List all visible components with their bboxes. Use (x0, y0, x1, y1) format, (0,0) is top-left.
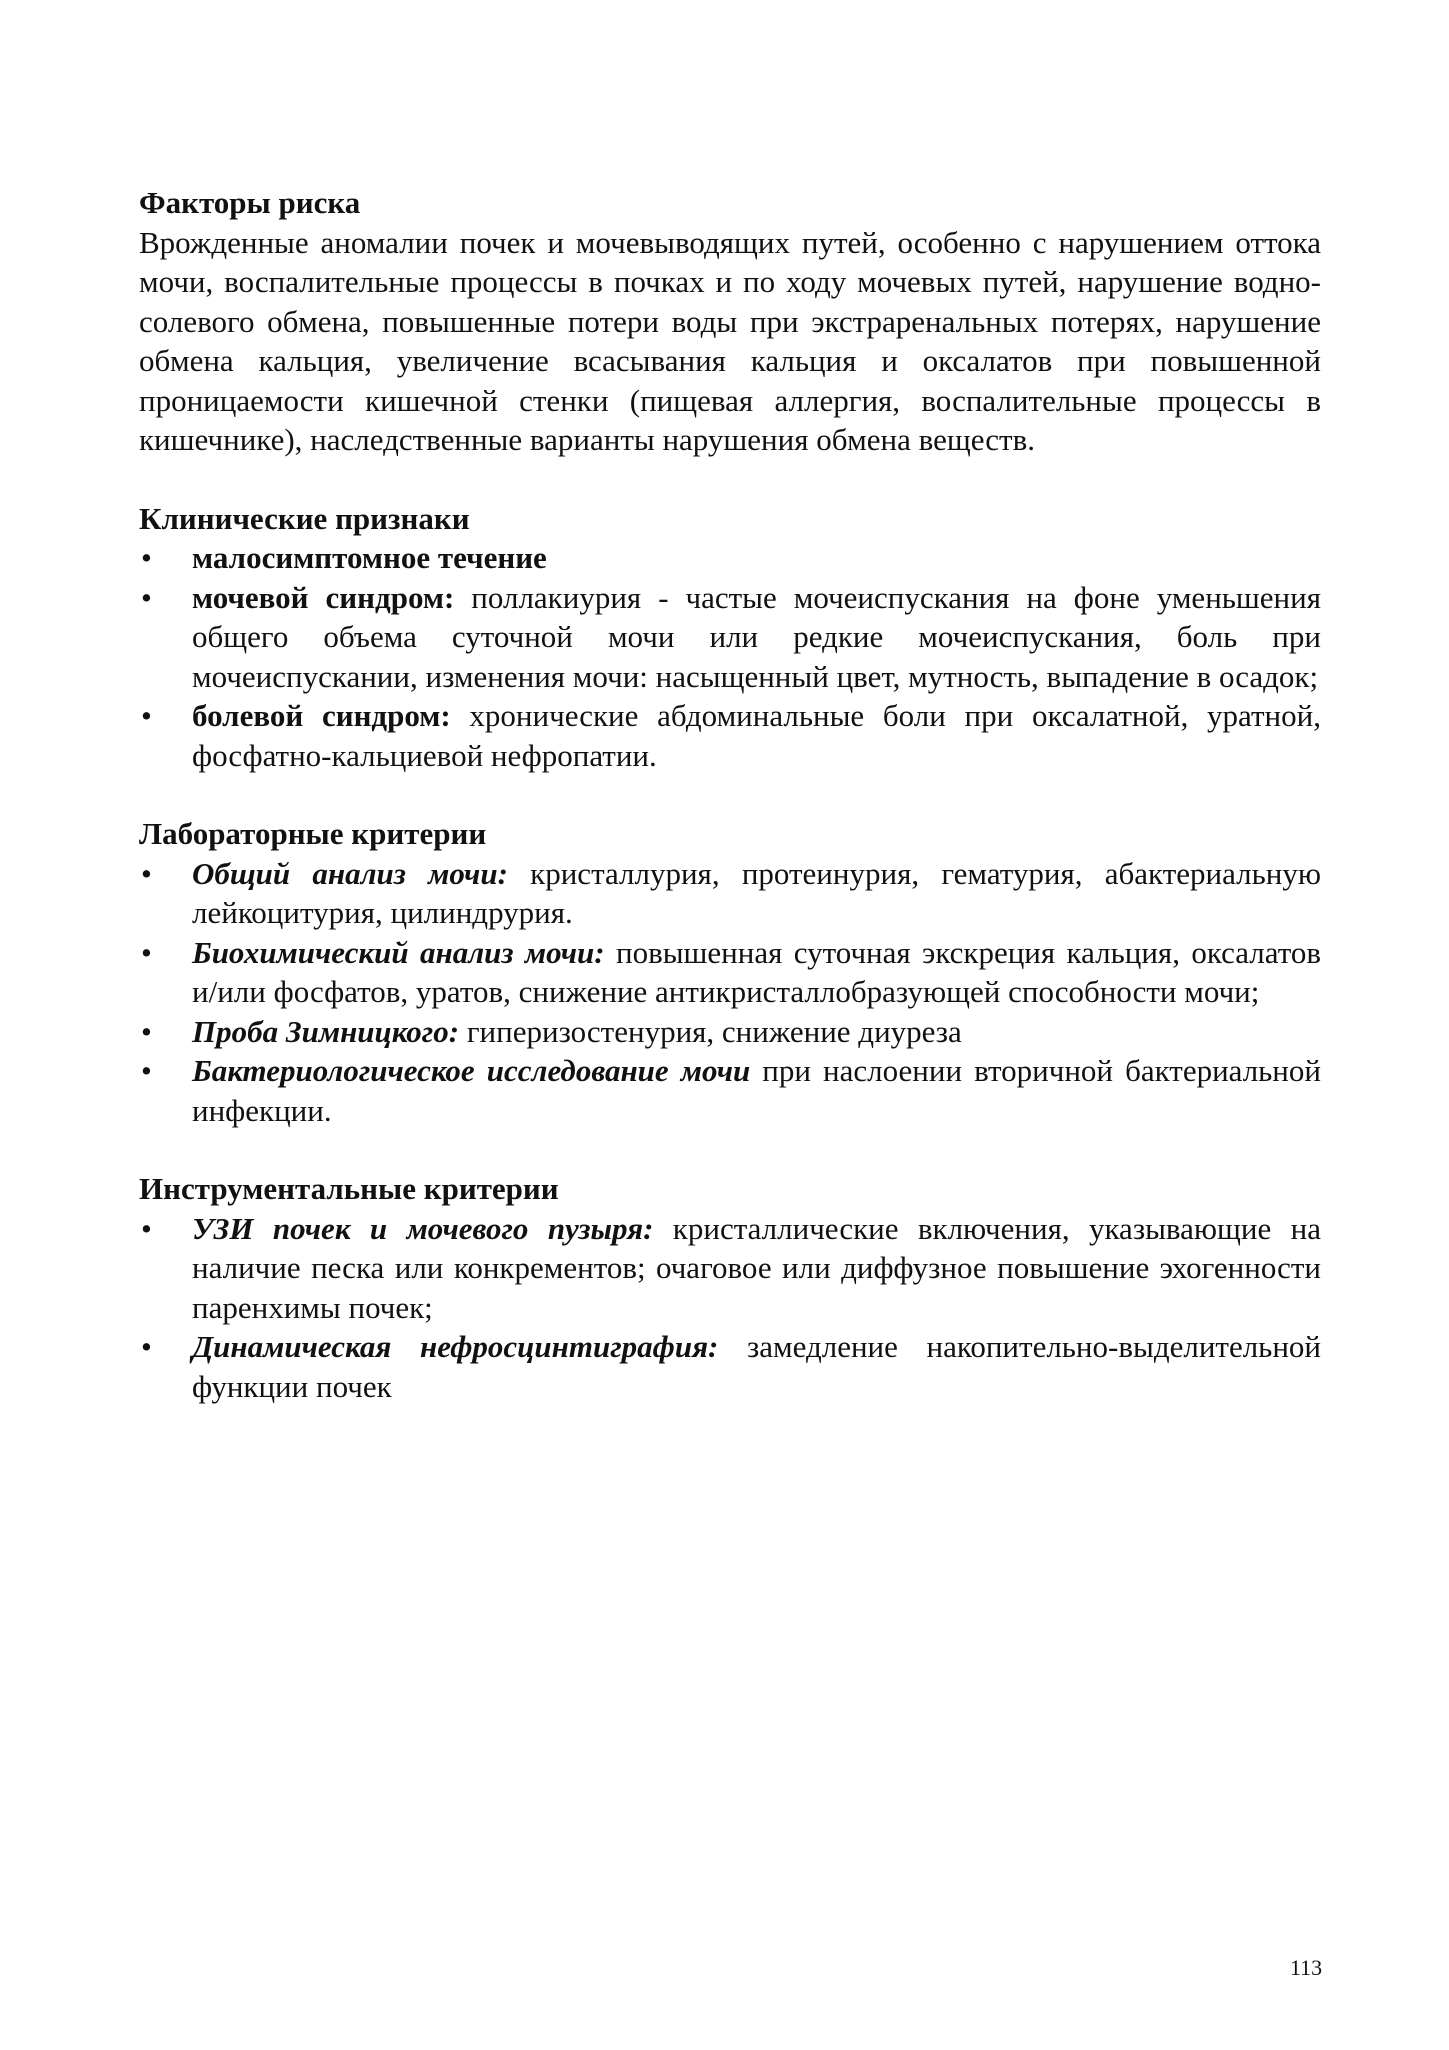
section-paragraph: Врожденные аномалии почек и мочевыводящих путей, особенно с нарушением оттока мочи, воспалительные процессы в почках и по ходу мочевых путей, нарушение водно-солевого обмена, повышенные потери воды при экстраренальных потерях, нарушение обмена кальция, увеличение всасывания кальция и оксалатов при повышенной проницаемости кишечной стенки (пищевая аллергия, воспалительные процессы в кишечнике), наследственные варианты нарушения обмена веществ. (139, 224, 1321, 457)
bullet-icon: • (141, 698, 152, 733)
section-heading: Лабораторные критерии (139, 816, 487, 851)
bullet-icon: • (141, 1013, 152, 1049)
item-lead: УЗИ почек и мочевого пузыря: (192, 1210, 654, 1246)
section-clinical-signs (139, 499, 1321, 776)
item-text: замедление накопительно-выделительной функции почек (192, 1329, 1321, 1404)
bullet-list (139, 854, 1321, 1131)
list-item (139, 538, 1321, 578)
bullet-icon: • (141, 540, 152, 575)
page-number: 113 (1290, 1955, 1323, 1980)
section-instrumental-criteria (139, 1169, 1321, 1406)
item-lead: Проба Зимницкого: (192, 1013, 460, 1049)
item-text: поллакиурия - частые мочеиспускания на фоне уменьшения общего объема суточной мочи или редкие мочеиспускания, боль при мочеиспускании, изменения мочи: насыщенный цвет, мутность, выпадение в осадок; (192, 579, 1321, 694)
document-page (139, 183, 1321, 1445)
section-heading: Факторы риска (139, 185, 361, 220)
item-lead: мочевой синдром: (192, 579, 455, 615)
bullet-icon: • (141, 1329, 152, 1364)
bullet-icon: • (141, 1210, 152, 1246)
item-text: при наслоении вторичной бактериальной инфекции. (192, 1053, 1321, 1128)
list-item (139, 1051, 1321, 1130)
list-item (139, 1327, 1321, 1406)
section-risk-factors (139, 183, 1321, 460)
bullet-icon: • (141, 934, 152, 970)
section-heading: Инструментальные критерии (139, 1171, 559, 1206)
list-item (139, 933, 1321, 1012)
item-lead: болевой синдром: (192, 698, 451, 733)
list-item (139, 1012, 1321, 1052)
item-text: гиперизостенурия, снижение диуреза (459, 1013, 962, 1049)
item-lead: Биохимический анализ мочи: (192, 934, 605, 970)
list-item (139, 578, 1321, 697)
item-text: кристаллурия, протеинурия, гематурия, абактериальную лейкоцитурия, цилиндрурия. (192, 855, 1321, 930)
list-item (139, 1209, 1321, 1328)
item-lead: Общий анализ мочи: (192, 855, 508, 891)
bullet-icon: • (141, 579, 152, 615)
list-item (139, 854, 1321, 933)
bullet-list (139, 1209, 1321, 1407)
item-text: кристаллические включения, указывающие на наличие песка или конкрементов; очаговое или диффузное повышение эхогенности паренхимы почек; (192, 1210, 1322, 1325)
item-lead: Бактериологическое исследование мочи (192, 1053, 751, 1088)
item-text: повышенная суточная экскреция кальция, оксалатов и/или фосфатов, уратов, снижение антикристаллобразующей способности мочи; (192, 934, 1321, 1009)
section-heading: Клинические признаки (139, 500, 470, 536)
bullet-icon: • (141, 1053, 152, 1088)
item-lead: малосимптомное течение (192, 540, 547, 575)
item-lead: Динамическая нефросцинтиграфия: (192, 1329, 719, 1364)
list-item (139, 696, 1321, 775)
bullet-icon: • (141, 855, 152, 891)
section-lab-criteria (139, 814, 1321, 1130)
bullet-list (139, 538, 1321, 775)
item-text: хронические абдоминальные боли при оксалатной, уратной, фосфатно-кальциевой нефропатии. (192, 698, 1321, 773)
